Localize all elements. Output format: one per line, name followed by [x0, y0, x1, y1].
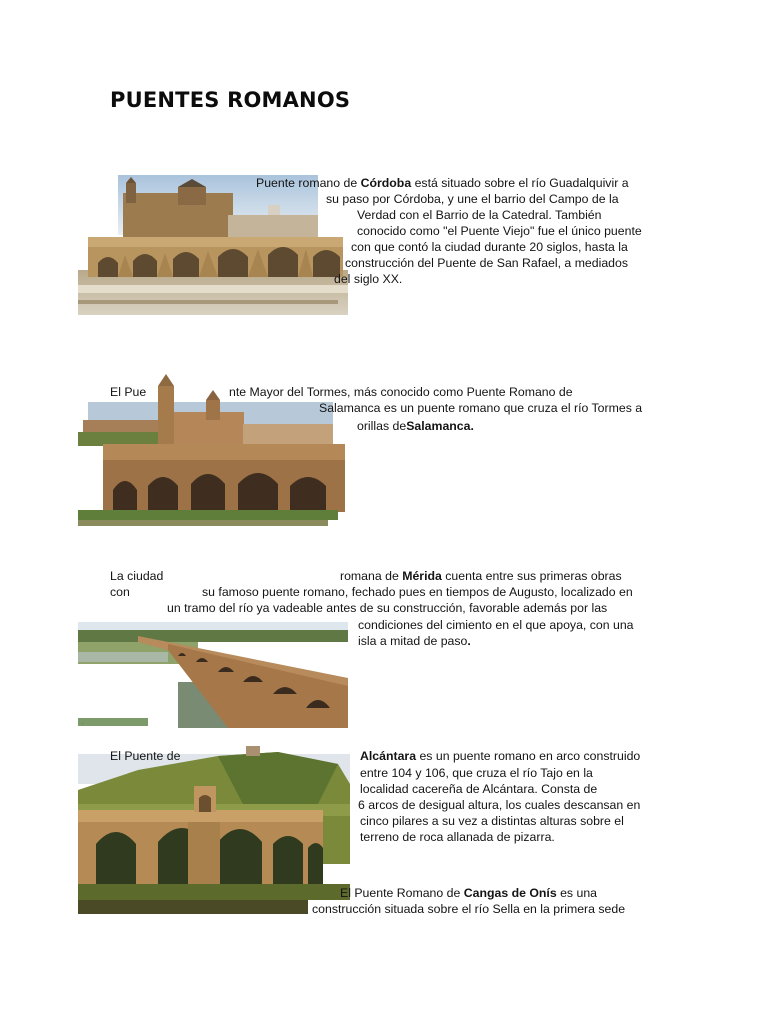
salamanca-text-line-2: Salamanca es un puente romano que cruza el río Tormes a [319, 401, 643, 415]
alcantara-text-line-4: 6 arcos de desigual altura, los cuales descansan en [358, 798, 641, 812]
cordoba-text-line-7: del siglo XX. [334, 272, 403, 286]
merida-bridge-photo [78, 622, 348, 728]
cordoba-text-line-5: con que contó la ciudad durante 20 siglos, hasta la [351, 240, 628, 254]
merida-text-line-1b: romana de Mérida cuenta entre sus primeras obras [340, 569, 622, 583]
alcantara-bridge-photo [78, 744, 350, 916]
alcantara-text-line-1a: El Puente de [110, 749, 181, 763]
salamanca-text-line-3: orillas deSalamanca. [357, 419, 474, 433]
alcantara-text-line-5: cinco pilares a su vez a distintas alturas sobre el [360, 814, 624, 828]
merida-text-line-5: isla a mitad de paso. [358, 634, 471, 648]
merida-text-line-1a: La ciudad [110, 569, 164, 583]
cordoba-text-line-4: conocido como "el Puente Viejo" fue el único puente [357, 224, 642, 238]
alcantara-text-line-1b: Alcántara es un puente romano en arco construido [360, 749, 641, 763]
merida-text-line-3: un tramo del río ya vadeable antes de su construcción, favorable además por las [167, 601, 608, 615]
cordoba-text-line-3: Verdad con el Barrio de la Catedral. También [357, 208, 602, 222]
cordoba-bridge-photo [78, 175, 348, 315]
cangas-text-line-1: El Puente Romano de Cangas de Onís es una [340, 886, 598, 900]
merida-text-line-2a: con [110, 585, 130, 599]
cordoba-text-line-2: su paso por Córdoba, y une el barrio del Campo de la [326, 192, 619, 206]
merida-text-line-2b: su famoso puente romano, fechado pues en tiempos de Augusto, localizado en [202, 585, 633, 599]
alcantara-text-line-2: entre 104 y 106, que cruza el río Tajo en la [360, 766, 593, 780]
salamanca-text-line-1a: El Pue [110, 385, 147, 399]
salamanca-text-line-1b: nte Mayor del Tormes, más conocido como Puente Romano de [229, 385, 573, 399]
alcantara-text-line-6: terreno de roca allanada de pizarra. [360, 830, 555, 844]
page-title: PUENTES ROMANOS [110, 88, 351, 112]
merida-text-line-4: condiciones del cimiento en el que apoya, con una [358, 618, 634, 632]
alcantara-text-line-3: localidad cacereña de Alcántara. Consta de [360, 782, 598, 796]
cordoba-text-line-6: construcción del Puente de San Rafael, a mediados [345, 256, 629, 270]
cordoba-text-line-1: Puente romano de Córdoba está situado sobre el río Guadalquivir a [256, 176, 629, 190]
cangas-text-line-2: construcción situada sobre el río Sella en la primera sede [312, 902, 626, 916]
svg-text:·: · [82, 721, 84, 727]
